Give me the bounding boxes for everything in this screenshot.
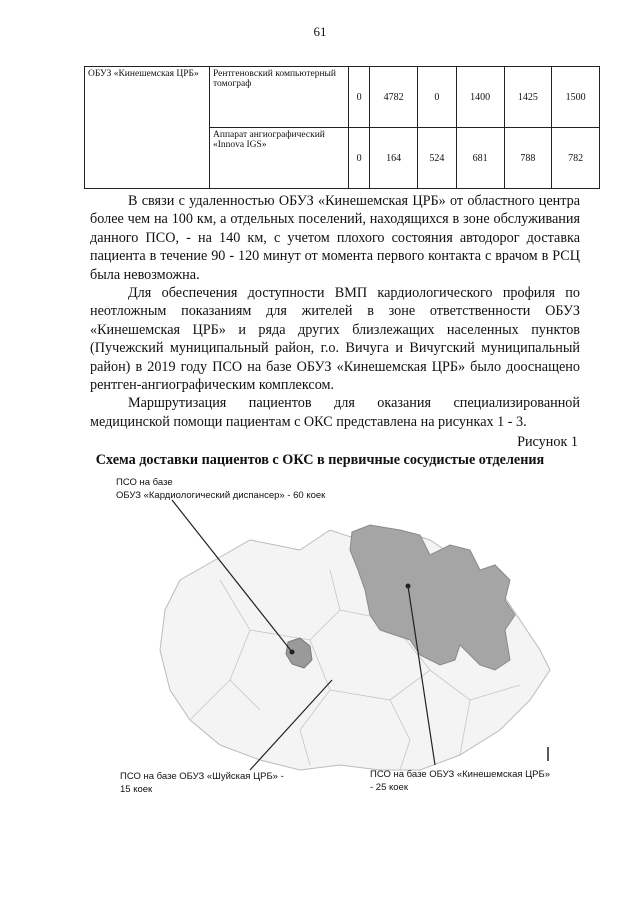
callout-shuya [120,770,330,796]
value-cell: 1500 [552,67,600,128]
value-cell: 788 [504,128,552,189]
body-text [90,192,580,431]
marker-kineshma [406,584,411,589]
value-cell: 782 [552,128,600,189]
value-cell: 1425 [504,67,552,128]
callout-kineshma [370,768,600,794]
figure-label: Рисунок 1 [517,434,578,450]
value-cell: 0 [417,67,456,128]
callout-cardio-dispensary [116,476,396,502]
value-cell: 524 [417,128,456,189]
table-row [85,67,600,128]
equipment-table [84,66,600,189]
callout-text: ПСО на базе ОБУЗ «Кинешемская ЦРБ» [370,769,551,780]
callout-text: ПСО на базе [116,477,173,488]
value-cell: 164 [370,128,418,189]
value-cell: 1400 [456,67,504,128]
value-cell: 0 [349,67,370,128]
callout-text: 15 коек [120,784,153,795]
equipment-cell: Аппарат ангиографический «Innova IGS» [210,128,349,189]
organization-cell: ОБУЗ «Кинешемская ЦРБ» [85,67,210,189]
region-map [100,470,640,810]
equipment-cell: Рентгеновский компьютерный томограф [210,67,349,128]
paragraph: Маршрутизация пациентов для оказания специализированной медицинской помощи пациентам с ОКС представлена на рисунках 1 - 3. [90,395,580,430]
callout-text: ПСО на базе ОБУЗ «Шуйская ЦРБ» - [120,771,284,782]
paragraph: В связи с удаленностью ОБУЗ «Кинешемская ЦРБ» от областного центра более чем на 100 км, а отдельных поселений, находящихся в зоне обслуживания данного ПСО, - на 140 км, с учетом плохого состояния автодорог доставка пациента в течение 90 - 120 минут от момента первого контакта с врачом в РСЦ была невозможна. [90,193,580,283]
value-cell: 0 [349,128,370,189]
figure-title: Схема доставки пациентов с ОКС в первичные сосудистые отделения [95,452,545,468]
value-cell: 4782 [370,67,418,128]
callout-text: - 25 коек [370,782,408,793]
callout-text: ОБУЗ «Кардиологический диспансер» - 60 коек [116,490,326,501]
marker-ivanovo [290,650,295,655]
page-number: 61 [313,24,327,39]
value-cell: 681 [456,128,504,189]
paragraph: Для обеспечения доступности ВМП кардиологического профиля по неотложным показаниям для жителей в зоне ответственности ОБУЗ «Кинешемская ЦРБ» и ряда других близлежащих населенных пунктов (Пучежский муниципальный район, г.о. Вичуга и Вичугский муниципальный район) в 2019 году ПСО на базе ОБУЗ «Кинешемская ЦРБ» было дооснащено рентген-ангиографическим комплексом. [90,285,580,394]
